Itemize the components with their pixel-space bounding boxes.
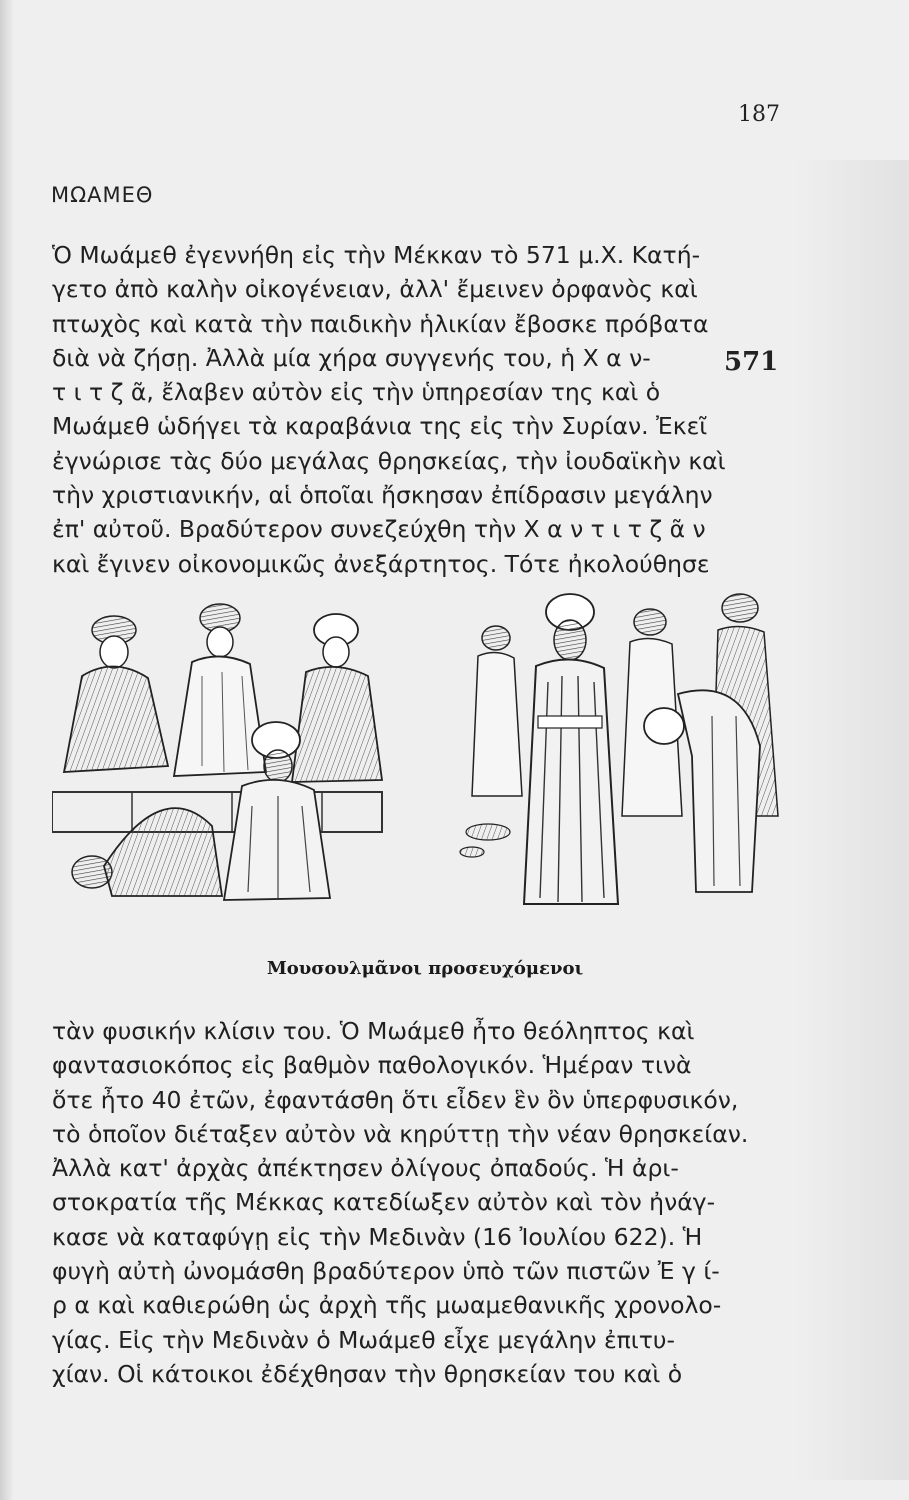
page-number: 187 bbox=[738, 102, 780, 127]
text-line: ὅτε ἦτο 40 ἐτῶν, ἐφαντάσθη ὅτι εἶδεν ἓν ὂν ὑπερφυσικόν, bbox=[52, 1085, 739, 1114]
low-wall bbox=[52, 792, 382, 832]
text-line: διὰ νὰ ζήσῃ. Ἀλλὰ μία χήρα συγγενής του, ἡ Χ α ν- bbox=[52, 343, 651, 372]
text-line: πτωχὸς καὶ κατὰ τὴν παιδικὴν ἡλικίαν ἔβοσκε πρόβατα bbox=[52, 309, 709, 338]
paragraph-top bbox=[52, 238, 792, 581]
standing-imam-figure bbox=[524, 594, 618, 904]
text-line: καὶ ἔγινεν οἰκονομικῶς ἀνεξάρτητος. Τότε ἠκολούθησε bbox=[52, 549, 710, 578]
text-line: Ὁ Μωάμεθ ἐγεννήθη εἰς τὴν Μέκκαν τὸ 571 μ.Χ. Κατή- bbox=[52, 241, 701, 269]
text-line: τὸ ὁποῖον διέταξεν αὐτὸν νὰ κηρύττῃ τὴν νέαν θρησκείαν. bbox=[52, 1119, 749, 1148]
text-line: ἐπ' αὐτοῦ. Βραδύτερον συνεζεύχθη τὴν Χ α ν τ ι τ ζ ᾶ ν bbox=[52, 515, 706, 544]
kneeling-figure-left bbox=[64, 616, 168, 772]
kneeling-figure-middle bbox=[174, 604, 266, 776]
shoes-on-floor bbox=[460, 824, 510, 857]
kneeling-figure-right bbox=[292, 614, 382, 782]
text-line: τὰν φυσικήν κλίσιν του. Ὁ Μωάμεθ ἦτο θεόληπτος καὶ bbox=[52, 1017, 695, 1045]
section-heading: ΜΩΑΜΕΘ bbox=[51, 183, 154, 207]
text-line: Ἀλλὰ κατ' ἀρχὰς ἀπέκτησεν ὀλίγους ὀπαδούς. Ἡ ἀρι- bbox=[52, 1154, 679, 1183]
text-line: ρ α καὶ καθιερώθη ὡς ἀρχὴ τῆς μωαμεθανικῆς χρονολο- bbox=[52, 1291, 722, 1320]
text-line: τὴν χριστιανικήν, αἱ ὁποῖαι ἤσκησαν ἐπίδρασιν μεγάλην bbox=[52, 481, 713, 510]
paragraph-bottom bbox=[52, 1014, 792, 1391]
text-line: τ ι τ ζ ᾶ, ἔλαβεν αὐτὸν εἰς τὴν ὑπηρεσίαν της καὶ ὁ bbox=[52, 378, 661, 407]
standing-figure-back-left bbox=[472, 626, 522, 796]
page-edge-shadow bbox=[0, 0, 14, 1500]
prostrating-figure bbox=[72, 808, 222, 896]
text-line: Μωάμεθ ὡδήγει τὰ καραβάνια της εἰς τὴν Συρίαν. Ἐκεῖ bbox=[52, 412, 708, 441]
margin-year-note: 571 bbox=[724, 347, 779, 377]
text-line: στοκρατία τῆς Μέκκας κατεδίωξεν αὐτὸν καὶ τὸν ἠνάγ- bbox=[52, 1188, 716, 1217]
text-line: χίαν. Οἱ κάτοικοι ἐδέχθησαν τὴν θρησκείαν του καὶ ὁ bbox=[52, 1359, 683, 1388]
bleed-through-shadow bbox=[795, 160, 909, 1480]
text-line: γετο ἀπὸ καλὴν οἰκογένειαν, ἀλλ' ἔμεινεν ὀρφανὸς καὶ bbox=[52, 275, 698, 304]
text-line: γίας. Εἰς τὴν Μεδινὰν ὁ Μωάμεθ εἶχε μεγάλην ἐπιτυ- bbox=[52, 1325, 675, 1354]
figure-caption: Μουσουλμᾶνοι προσευχόμενοι bbox=[266, 958, 584, 979]
text-line: φαντασιοκόπος εἰς βαθμὸν παθολογικόν. Ἡμέραν τινὰ bbox=[52, 1051, 692, 1080]
engraving-illustration bbox=[52, 586, 792, 922]
text-line: ἐγνώρισε τὰς δύο μεγάλας θρησκείας, τὴν ἰουδαϊκὴν καὶ bbox=[52, 446, 726, 475]
text-line: φυγὴ αὐτὴ ὠνομάσθη βραδύτερον ὑπὸ τῶν πιστῶν Ἐ γ ί- bbox=[52, 1257, 720, 1286]
text-line: κασε νὰ καταφύγῃ εἰς τὴν Μεδινὰν (16 Ἰουλίου 622). Ἡ bbox=[52, 1222, 703, 1251]
